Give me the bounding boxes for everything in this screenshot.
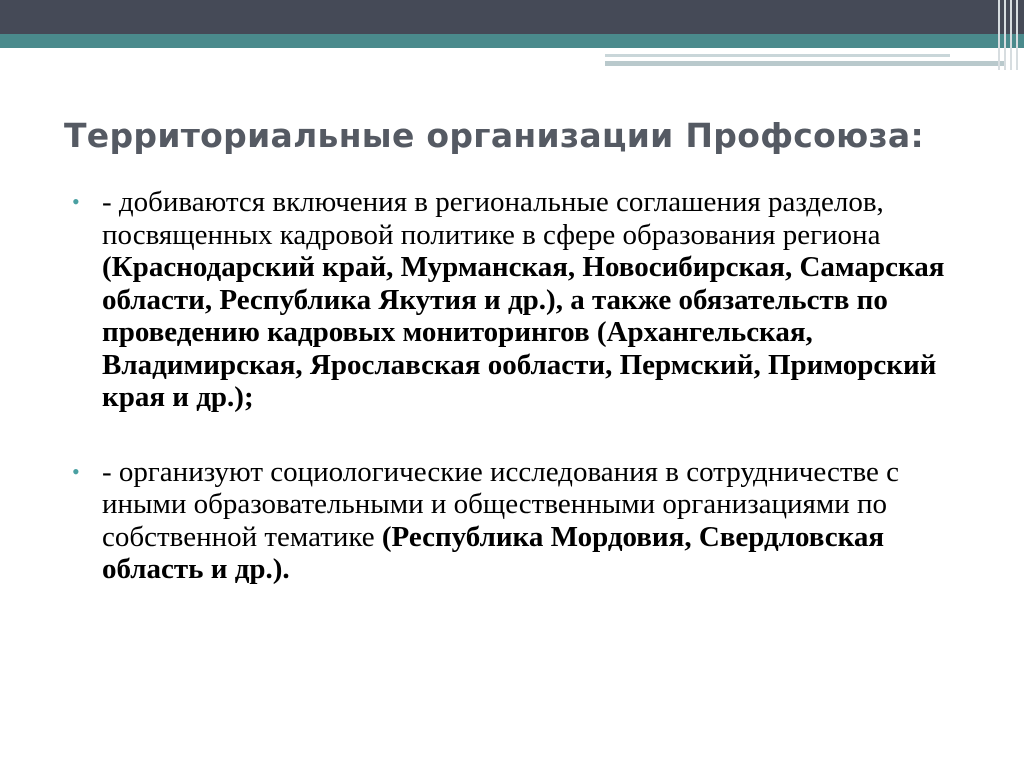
- accent-stripe: [0, 34, 1024, 48]
- bullet-text: - добиваются включения в региональные соглашения разделов, посвященных кадровой политике в сфере образования региона: [102, 186, 884, 251]
- decor-stripe-lower: [605, 61, 1005, 66]
- decor-stripe-upper: [605, 54, 950, 57]
- header-band: [0, 0, 1024, 34]
- slide-content: [72, 186, 972, 586]
- bullet-bold-text: (Республика Мордовия, Свердловская область и др.).: [102, 520, 885, 585]
- corner-decor-lines: [994, 0, 1024, 70]
- bullet-icon: •: [72, 458, 80, 484]
- slide-title: Территориальные организации Профсоюза:: [64, 116, 924, 155]
- bullet-item: [72, 456, 972, 586]
- bullet-icon: •: [72, 189, 80, 214]
- bullet-item: [72, 186, 972, 414]
- bullet-text: - организуют социологические исследования в сотрудничестве с иными образовательными и общественными организациями по собственной тематике: [102, 455, 900, 553]
- bullet-bold-text: (Краснодарский край, Мурманская, Новосибирская, Самарская области, Республика Якутия и др.), а также обязательств по проведению кадровых мониторингов (Архангельская, Владимирская, Ярославская ообласти, Пермский, Приморский края и др.);: [102, 251, 945, 413]
